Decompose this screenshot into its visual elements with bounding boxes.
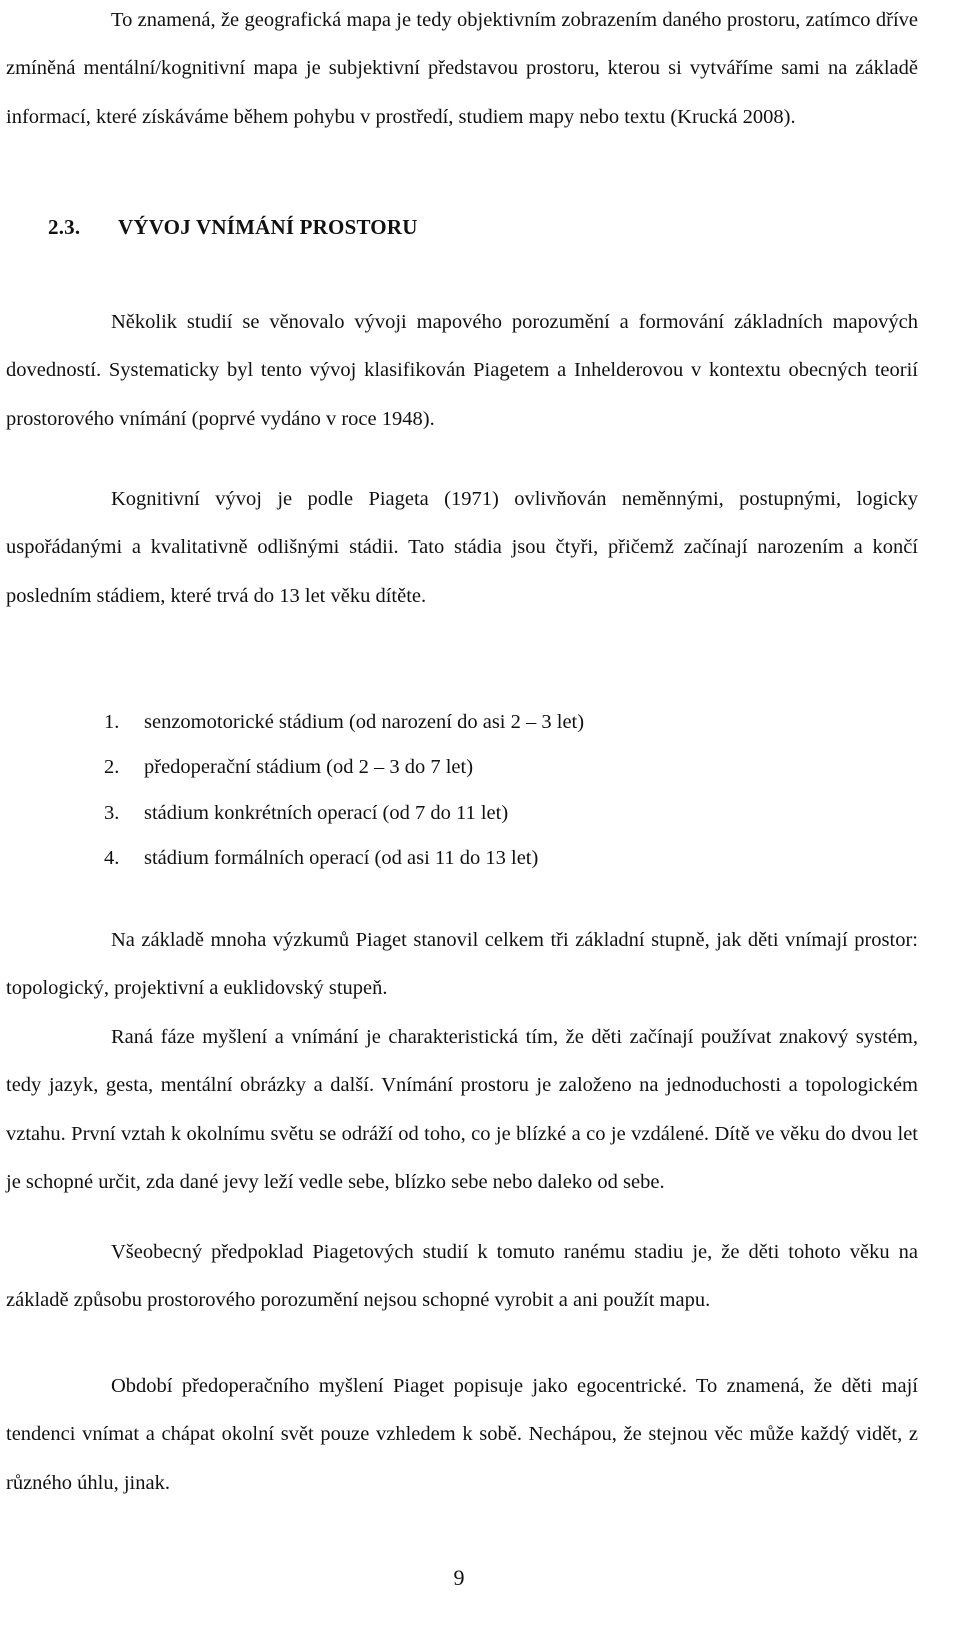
list-item: 2. předoperační stádium (od 2 – 3 do 7 let): [104, 756, 474, 779]
paragraph-map-studies: Několik studií se věnovalo vývoji mapového porozumění a formování základních mapových dovedností. Systematicky byl tento vývoj klasifikován Piagetem a Inhelderovou v kontextu obecných teorií prostorového vnímání (poprvé vydáno v roce 1948).: [6, 311, 918, 430]
paragraph-three-stages: Na základě mnoha výzkumů Piaget stanovil celkem tři základní stupně, jak děti vnímají prostor: topologický, projektivní a euklidovský stupeň.: [6, 929, 918, 1000]
section-title: VÝVOJ VNÍMÁNÍ PROSTORU: [118, 215, 418, 239]
paragraph-cognitive-development: Kognitivní vývoj je podle Piageta (1971) ovlivňován neměnnými, postupnými, logicky uspořádanými a kvalitativně odlišnými stádii. Tato stádia jsou čtyři, přičemž začínají narozením a končí posledním stádiem, které trvá do 13 let věku dítěte.: [6, 488, 918, 607]
section-heading: [48, 215, 418, 240]
list-item: 1. senzomotorické stádium (od narození do asi 2 – 3 let): [104, 711, 585, 733]
paragraph-piaget-assumption: Všeobecný předpoklad Piagetových studií k tomuto ranému stadiu je, že děti tohoto věku na základě způsobu prostorového porozumění nejsou schopné vyrobit a ani použít mapu.: [6, 1241, 918, 1312]
paragraph-map-definition: To znamená, že geografická mapa je tedy objektivním zobrazením daného prostoru, zatímco dříve zmíněná mentální/kognitivní mapa je subjektivní představou prostoru, kterou si vytváříme sami na základě informací, které získáváme během pohybu v prostředí, studiem mapy nebo textu (Krucká 2008).: [6, 9, 918, 128]
list-item: 4. stádium formálních operací (od asi 11 do 13 let): [104, 846, 539, 869]
paragraph-preoperational: Období předoperačního myšlení Piaget popisuje jako egocentrické. To znamená, že děti mají tendenci vnímat a chápat okolní svět pouze vzhledem k sobě. Nechápou, že stejnou věc může každý vidět, z různého úhlu, jinak.: [6, 1375, 918, 1494]
list-item: 3. stádium konkrétních operací (od 7 do 11 let): [104, 801, 509, 824]
page-number: 9: [453, 1565, 465, 1590]
stages-list: [104, 700, 584, 881]
paragraph-early-phase: Raná fáze myšlení a vnímání je charakteristická tím, že děti začínají používat znakový systém, tedy jazyk, gesta, mentální obrázky a další. Vnímání prostoru je založeno na jednoduchosti a topologickém vztahu. První vztah k okolnímu světu se odráží od toho, co je blízké a co je vzdálené. Dítě ve věku do dvou let je schopné určit, zda dané jevy leží vedle sebe, blízko sebe nebo daleko od sebe.: [6, 1026, 918, 1193]
section-number: 2.3.: [48, 215, 81, 239]
